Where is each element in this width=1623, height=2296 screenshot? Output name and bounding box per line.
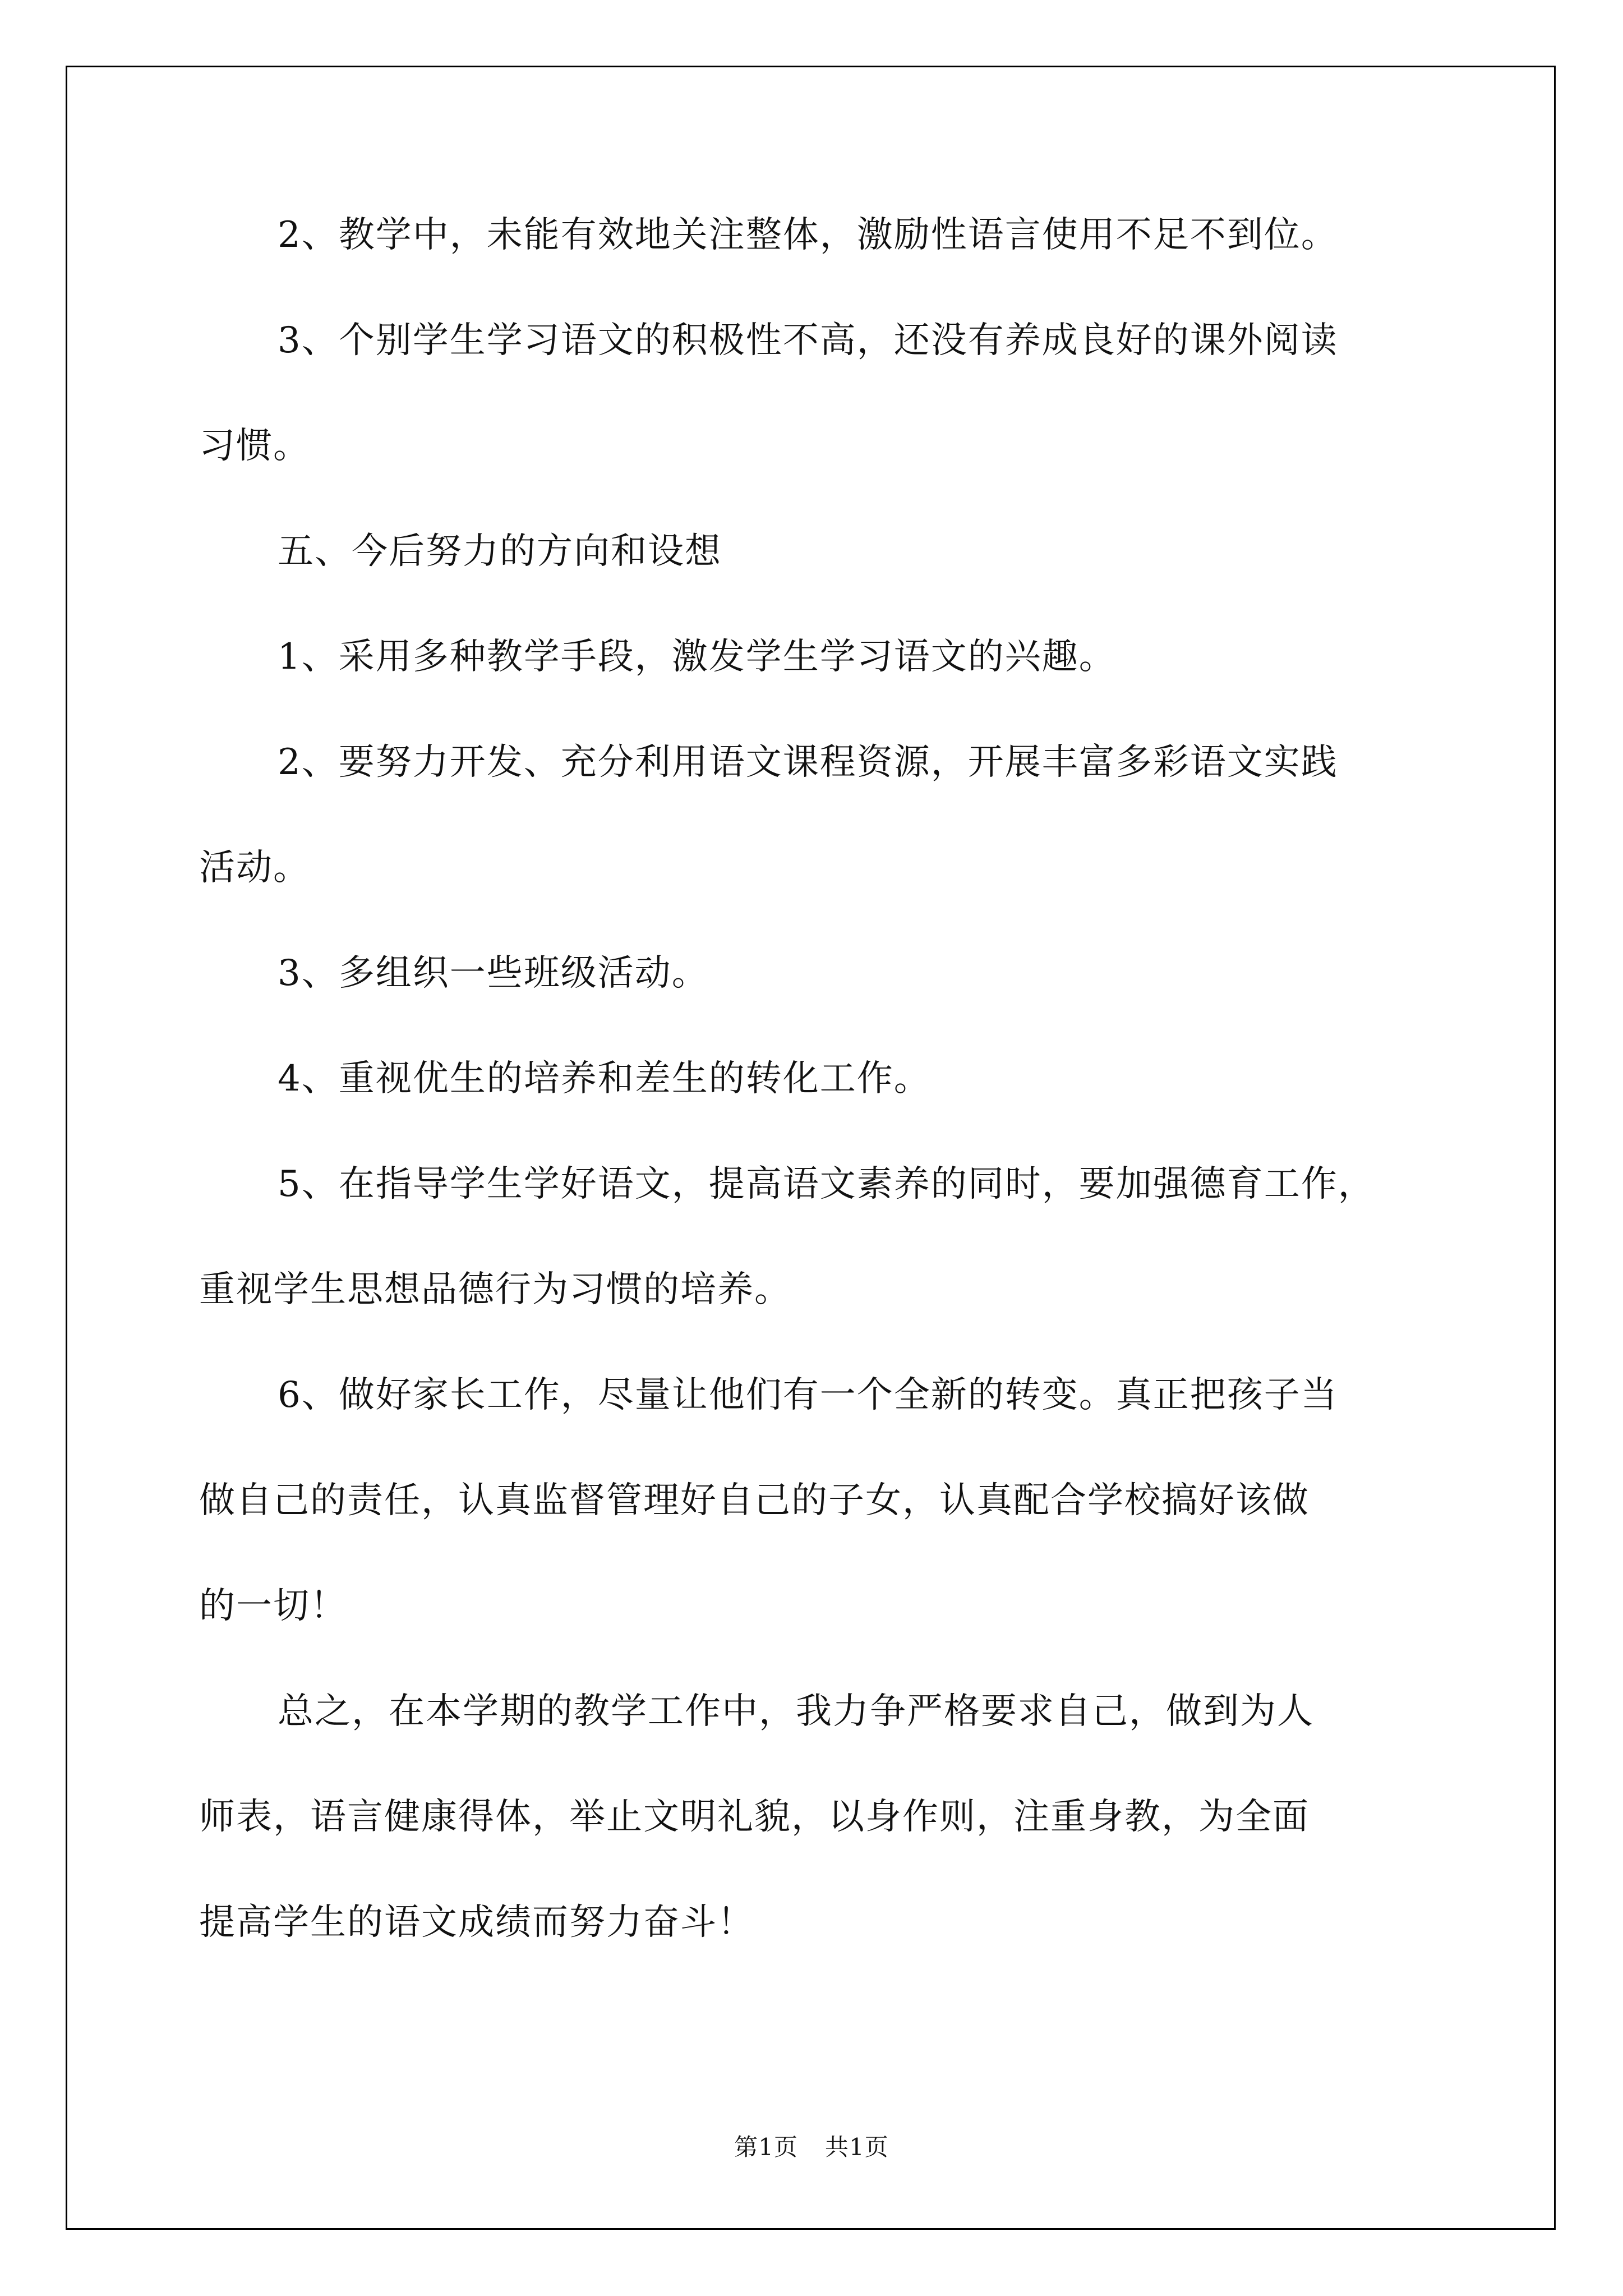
paragraph xyxy=(199,1026,1433,1131)
text-line: 五、今后努力的方向和设想 xyxy=(278,531,722,572)
paragraph xyxy=(199,921,1433,1026)
text-line: 师表，语言健康得体，举止文明礼貌，以身作则，注重身教，为全面 xyxy=(199,1796,1310,1838)
text-line: 总之，在本学期的教学工作中，我力争严格要求自己，做到为人 xyxy=(278,1691,1314,1732)
text-line: 4、重视优生的培养和差生的转化工作。 xyxy=(278,1058,931,1099)
text-line: 提高学生的语文成绩而努力奋斗！ xyxy=(199,1902,754,1943)
paragraph xyxy=(199,1131,1433,1342)
text-line: 活动。 xyxy=(199,847,310,889)
page-number: 第1页 xyxy=(734,2133,798,2161)
text-line: 的一切！ xyxy=(199,1585,347,1627)
page-total: 共1页 xyxy=(825,2133,889,2161)
paragraph xyxy=(199,182,1433,288)
paragraph xyxy=(199,604,1433,710)
paragraph xyxy=(199,1659,1433,1975)
text-line: 3、个别学生学习语文的积极性不高，还没有养成良好的课外阅读 xyxy=(278,320,1338,361)
text-line: 2、教学中，未能有效地关注整体，激励性语言使用不足不到位。 xyxy=(278,214,1338,256)
text-line: 1、采用多种教学手段，激发学生学习语文的兴趣。 xyxy=(278,636,1116,678)
text-line: 5、在指导学生学好语文，提高语文素养的同时，要加强德育工作， xyxy=(278,1163,1375,1205)
paragraph xyxy=(199,288,1433,499)
text-line: 6、做好家长工作，尽量让他们有一个全新的转变。真正把孩子当 xyxy=(278,1374,1338,1416)
paragraph xyxy=(199,710,1433,921)
text-line: 习惯。 xyxy=(199,425,310,467)
text-line: 2、要努力开发、充分利用语文课程资源，开展丰富多彩语文实践 xyxy=(278,742,1338,783)
page-footer xyxy=(0,2129,1623,2162)
text-line: 重视学生思想品德行为习惯的培养。 xyxy=(199,1269,791,1310)
text-line: 3、多组织一些班级活动。 xyxy=(278,953,709,994)
paragraph xyxy=(199,1342,1433,1659)
document-body xyxy=(199,182,1433,1975)
text-line: 做自己的责任，认真监督管理好自己的子女，认真配合学校搞好该做 xyxy=(199,1480,1310,1521)
section-heading xyxy=(199,499,1433,604)
